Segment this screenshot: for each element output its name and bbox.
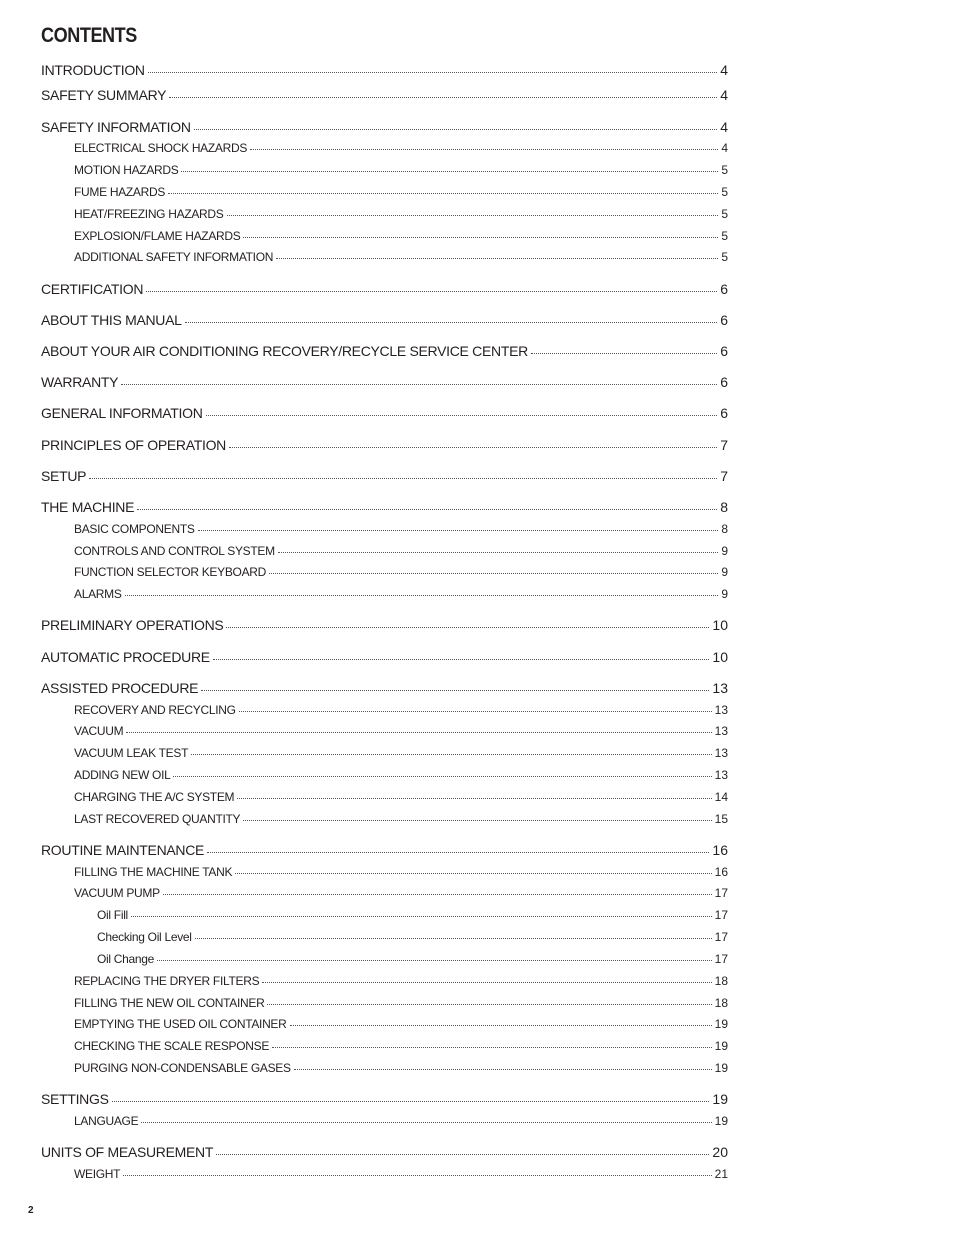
toc-entry[interactable] (74, 544, 728, 558)
toc-entry-label: ADDITIONAL SAFETY INFORMATION (74, 250, 274, 264)
dot-leader (227, 214, 719, 216)
dot-leader (262, 981, 711, 983)
toc-entry[interactable] (74, 1167, 728, 1181)
toc-entry-label: CHARGING THE A/C SYSTEM (74, 790, 235, 804)
toc-entry-label: FUME HAZARDS (74, 185, 166, 199)
toc-entry-page: 4 (720, 87, 728, 103)
dot-leader (185, 321, 718, 323)
dot-leader (290, 1024, 712, 1026)
toc-entry[interactable] (41, 617, 728, 633)
toc-entry-label: SAFETY INFORMATION (41, 119, 191, 135)
toc-entry[interactable] (74, 250, 728, 264)
toc-entry-page: 17 (714, 930, 728, 944)
toc-entry-label: EXPLOSION/FLAME HAZARDS (74, 229, 241, 243)
toc-entry-label: FILLING THE MACHINE TANK (74, 865, 233, 879)
toc-entry-page: 17 (714, 952, 728, 966)
toc-entry-label: THE MACHINE (41, 499, 135, 515)
toc-entry[interactable] (41, 405, 728, 421)
toc-entry[interactable] (74, 587, 728, 601)
toc-entry-label: CONTROLS AND CONTROL SYSTEM (74, 544, 275, 558)
toc-entry[interactable] (74, 141, 728, 155)
page-number: 2 (28, 1205, 34, 1216)
toc-entry-page: 16 (714, 865, 728, 879)
toc-entry[interactable] (41, 1144, 728, 1160)
toc-entry[interactable] (41, 374, 728, 390)
dot-leader (169, 96, 717, 98)
toc-entry-page: 4 (720, 119, 728, 135)
toc-entry-page: 19 (714, 1039, 728, 1053)
dot-leader (206, 414, 718, 416)
dot-leader (141, 1121, 711, 1123)
toc-entry-page: 8 (721, 522, 728, 536)
toc-entry-label: RECOVERY AND RECYCLING (74, 703, 236, 717)
toc-entry-page: 13 (712, 680, 728, 696)
toc-entry[interactable] (41, 62, 728, 78)
toc-entry[interactable] (41, 87, 728, 103)
toc-entry-page: 13 (714, 703, 728, 717)
dot-leader (243, 819, 711, 821)
toc-entry-label: VACUUM PUMP (74, 886, 160, 900)
toc-entry-label: SETUP (41, 468, 87, 484)
dot-leader (131, 915, 712, 917)
dot-leader (112, 1100, 710, 1102)
toc-entry[interactable] (41, 281, 728, 297)
toc-entry-page: 21 (714, 1167, 728, 1181)
dot-leader (137, 508, 717, 510)
toc-entry-page: 13 (714, 768, 728, 782)
toc-entry-label: ABOUT YOUR AIR CONDITIONING RECOVERY/RECYCLE SERVICE CENTER (41, 343, 528, 359)
toc-entry[interactable] (74, 996, 728, 1010)
dot-leader (191, 753, 712, 755)
toc-entry-page: 9 (721, 565, 728, 579)
dot-leader (125, 594, 719, 596)
toc-entry-page: 6 (720, 312, 728, 328)
toc-entry-label: LANGUAGE (74, 1114, 139, 1128)
toc-entry[interactable] (41, 1091, 728, 1107)
toc-entry-page: 16 (712, 842, 728, 858)
toc-entry[interactable] (97, 908, 728, 922)
toc-entry-label: ASSISTED PROCEDURE (41, 680, 199, 696)
toc-entry-page: 13 (714, 724, 728, 738)
toc-entry-page: 5 (721, 163, 728, 177)
dot-leader (201, 689, 709, 691)
toc-entry[interactable] (74, 1061, 728, 1075)
toc-entry-label: Checking Oil Level (97, 930, 192, 944)
toc-entry-label: ABOUT THIS MANUAL (41, 312, 182, 328)
toc-entry-label: Oil Fill (97, 908, 128, 922)
toc-entry-label: PRELIMINARY OPERATIONS (41, 617, 224, 633)
toc-entry[interactable] (97, 930, 728, 944)
toc-entry-label: CHECKING THE SCALE RESPONSE (74, 1039, 270, 1053)
toc-entry[interactable] (74, 865, 728, 879)
toc-entry-page: 4 (720, 62, 728, 78)
toc-entry[interactable] (74, 703, 728, 717)
toc-entry-page: 19 (712, 1091, 728, 1107)
toc-entry[interactable] (41, 649, 728, 665)
dot-leader (237, 797, 711, 799)
toc-entry[interactable] (74, 974, 728, 988)
toc-entry-page: 7 (720, 468, 728, 484)
toc-entry-page: 17 (714, 886, 728, 900)
toc-entry[interactable] (74, 1017, 728, 1031)
toc-entry-page: 18 (714, 996, 728, 1010)
dot-leader (531, 352, 717, 354)
page-title: CONTENTS (41, 24, 137, 47)
dot-leader (239, 710, 712, 712)
dot-leader (126, 731, 711, 733)
toc-entry-page: 5 (721, 185, 728, 199)
toc-entry-page: 13 (714, 746, 728, 760)
toc-entry-label: GENERAL INFORMATION (41, 405, 203, 421)
toc-entry-label: ADDING NEW OIL (74, 768, 171, 782)
toc-entry[interactable] (74, 768, 728, 782)
dot-leader (213, 658, 710, 660)
toc-entry-page: 9 (721, 544, 728, 558)
toc-entry[interactable] (74, 207, 728, 221)
toc-entry[interactable] (74, 565, 728, 579)
dot-leader (181, 170, 718, 172)
toc-entry[interactable] (97, 952, 728, 966)
dot-leader (243, 236, 718, 238)
toc-entry-label: AUTOMATIC PROCEDURE (41, 649, 210, 665)
dot-leader (123, 1174, 711, 1176)
dot-leader (89, 477, 717, 479)
toc-entry-label: ROUTINE MAINTENANCE (41, 842, 205, 858)
toc-entry[interactable] (41, 680, 728, 696)
dot-leader (267, 1003, 711, 1005)
toc-entry[interactable] (74, 886, 728, 900)
toc-entry-page: 6 (720, 374, 728, 390)
toc-entry-label: Oil Change (97, 952, 155, 966)
toc-entry-label: WEIGHT (74, 1167, 121, 1181)
toc-entry[interactable] (41, 842, 728, 858)
toc-entry[interactable] (41, 499, 728, 515)
toc-entry[interactable] (74, 1114, 728, 1128)
toc-entry[interactable] (41, 343, 728, 359)
toc-entry[interactable] (74, 185, 728, 199)
dot-leader (146, 290, 717, 292)
dot-leader (194, 128, 718, 130)
dot-leader (276, 257, 718, 259)
dot-leader (294, 1068, 712, 1070)
toc-entry[interactable] (41, 119, 728, 135)
dot-leader (226, 626, 709, 628)
toc-entry-page: 5 (721, 229, 728, 243)
toc-entry-label: HEAT/FREEZING HAZARDS (74, 207, 224, 221)
toc-entry[interactable] (74, 522, 728, 536)
dot-leader (148, 71, 717, 73)
dot-leader (278, 551, 718, 553)
toc-entry-label: SETTINGS (41, 1091, 109, 1107)
toc-entry-label: ALARMS (74, 587, 122, 601)
toc-entry-label: INTRODUCTION (41, 62, 145, 78)
toc-entry[interactable] (41, 437, 728, 453)
toc-entry-page: 18 (714, 974, 728, 988)
dot-leader (157, 959, 712, 961)
dot-leader (272, 1046, 712, 1048)
toc-entry-label: REPLACING THE DRYER FILTERS (74, 974, 260, 988)
toc-entry[interactable] (74, 812, 728, 826)
toc-entry-label: ELECTRICAL SHOCK HAZARDS (74, 141, 248, 155)
toc-entry-page: 6 (720, 405, 728, 421)
toc-entry-page: 6 (720, 281, 728, 297)
dot-leader (229, 446, 717, 448)
toc-entry-page: 10 (712, 649, 728, 665)
toc-entry-label: CERTIFICATION (41, 281, 144, 297)
toc-entry-page: 9 (721, 587, 728, 601)
dot-leader (250, 148, 718, 150)
toc-entry-page: 20 (712, 1144, 728, 1160)
toc-entry-label: LAST RECOVERED QUANTITY (74, 812, 241, 826)
toc-entry[interactable] (74, 746, 728, 760)
toc-entry[interactable] (74, 229, 728, 243)
dot-leader (163, 893, 712, 895)
toc-entry-page: 4 (721, 141, 728, 155)
toc-entry-page: 6 (720, 343, 728, 359)
dot-leader (269, 572, 718, 574)
dot-leader (195, 937, 712, 939)
toc-entry-page: 5 (721, 207, 728, 221)
toc-entry-label: WARRANTY (41, 374, 119, 390)
toc-entry-page: 8 (720, 499, 728, 515)
toc-entry-label: PURGING NON-CONDENSABLE GASES (74, 1061, 291, 1075)
toc-entry[interactable] (74, 790, 728, 804)
toc-entry-page: 10 (712, 617, 728, 633)
dot-leader (173, 775, 711, 777)
toc-entry-label: SAFETY SUMMARY (41, 87, 167, 103)
dot-leader (121, 383, 717, 385)
toc-entry-label: VACUUM (74, 724, 124, 738)
dot-leader (216, 1153, 709, 1155)
toc-entry-page: 15 (714, 812, 728, 826)
toc-entry-page: 19 (714, 1017, 728, 1031)
dot-leader (168, 192, 718, 194)
toc-entry-label: MOTION HAZARDS (74, 163, 179, 177)
dot-leader (198, 529, 719, 531)
toc-entry-label: FILLING THE NEW OIL CONTAINER (74, 996, 265, 1010)
toc-entry-page: 19 (714, 1114, 728, 1128)
toc-entry-label: EMPTYING THE USED OIL CONTAINER (74, 1017, 287, 1031)
toc-entry-label: UNITS OF MEASUREMENT (41, 1144, 214, 1160)
toc-entry[interactable] (74, 1039, 728, 1053)
toc-entry-page: 19 (714, 1061, 728, 1075)
toc-entry-label: PRINCIPLES OF OPERATION (41, 437, 226, 453)
toc-entry-page: 5 (721, 250, 728, 264)
toc-entry[interactable] (74, 724, 728, 738)
toc-entry[interactable] (74, 163, 728, 177)
toc-entry-page: 17 (714, 908, 728, 922)
dot-leader (207, 851, 709, 853)
toc-entry-label: FUNCTION SELECTOR KEYBOARD (74, 565, 267, 579)
toc-entry-page: 14 (714, 790, 728, 804)
toc-entry-label: BASIC COMPONENTS (74, 522, 195, 536)
toc-entry-page: 7 (720, 437, 728, 453)
toc-entry-label: VACUUM LEAK TEST (74, 746, 189, 760)
toc-entry[interactable] (41, 468, 728, 484)
toc-entry[interactable] (41, 312, 728, 328)
dot-leader (235, 872, 711, 874)
